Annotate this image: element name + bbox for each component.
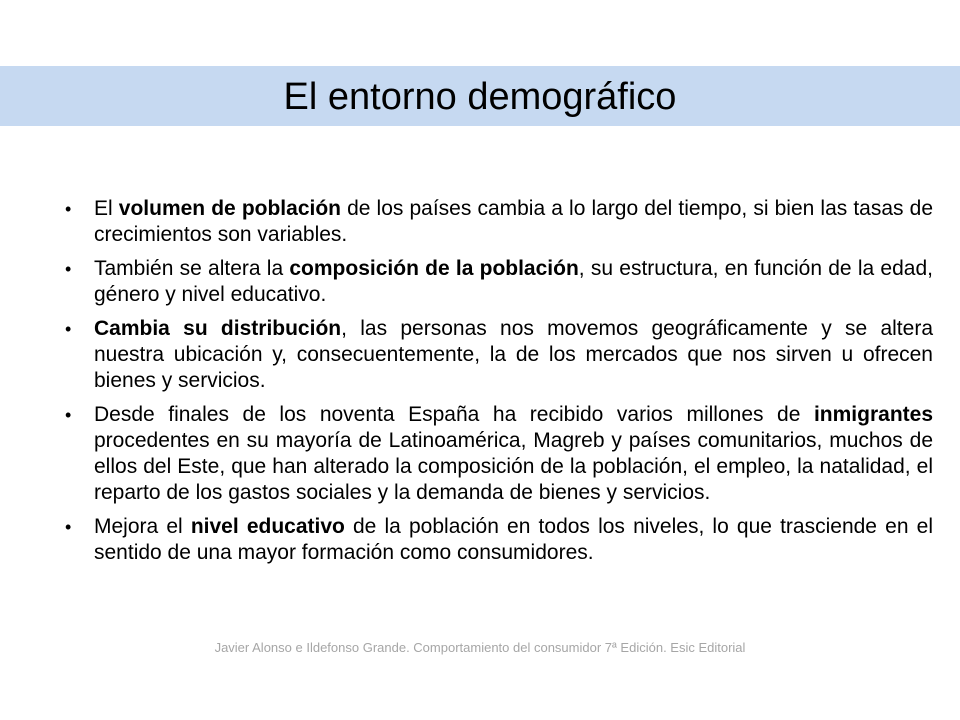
bullet-text — [94, 515, 933, 564]
bullet-icon: • — [65, 199, 72, 219]
text-segment: , su estructura, en función de la edad, género y nivel educativo. — [94, 257, 933, 306]
text-segment: También se altera la — [94, 257, 290, 280]
text-segment: de los países cambia a lo largo del tiempo, si bien las tasas de crecimientos son variables. — [94, 197, 933, 246]
footer-citation: Javier Alonso e Ildefonso Grande. Comportamiento del consumidor 7ª Edición. Esic Editorial — [214, 640, 746, 655]
text-segment: de la población en todos los niveles, lo que trasciende en el sentido de una mayor formación como consumidores. — [94, 515, 933, 564]
bullet-item — [65, 256, 933, 308]
bullet-icon: • — [65, 517, 72, 537]
bold-term: volumen de población — [118, 197, 341, 220]
bullet-text — [94, 197, 933, 246]
bullet-icon: • — [65, 259, 72, 279]
bullet-item — [65, 402, 933, 506]
bold-term: nivel educativo — [190, 515, 345, 538]
text-segment: Mejora el — [94, 515, 191, 538]
bullet-icon: • — [65, 319, 72, 339]
bullet-item — [65, 514, 933, 566]
text-segment: Desde finales de los noventa España ha recibido varios millones de — [94, 403, 814, 426]
bullet-item — [65, 316, 933, 394]
bullet-icon: • — [65, 405, 72, 425]
bullet-text — [94, 257, 933, 306]
text-segment: El — [94, 197, 119, 220]
bold-term: Cambia su distribución — [94, 317, 342, 340]
bold-term: inmigrantes — [813, 403, 933, 426]
bullet-text — [94, 403, 933, 504]
slide-title: El entorno demográfico — [283, 76, 677, 118]
bullet-item — [65, 196, 933, 248]
bullet-text — [94, 317, 933, 392]
text-segment: , las personas nos movemos geográficamente y se altera nuestra ubicación y, consecuentemente, la de los mercados que nos sirven u ofrecen bienes y servicios. — [94, 317, 933, 392]
bold-term: composición de la población — [289, 257, 579, 280]
bullet-list — [65, 196, 933, 574]
text-segment: procedentes en su mayoría de Latinoamérica, Magreb y países comunitarios, muchos de ellos del Este, que han alterado la composición de la población, el empleo, la natalidad, el reparto de los gastos sociales y la demanda de bienes y servicios. — [94, 429, 933, 504]
